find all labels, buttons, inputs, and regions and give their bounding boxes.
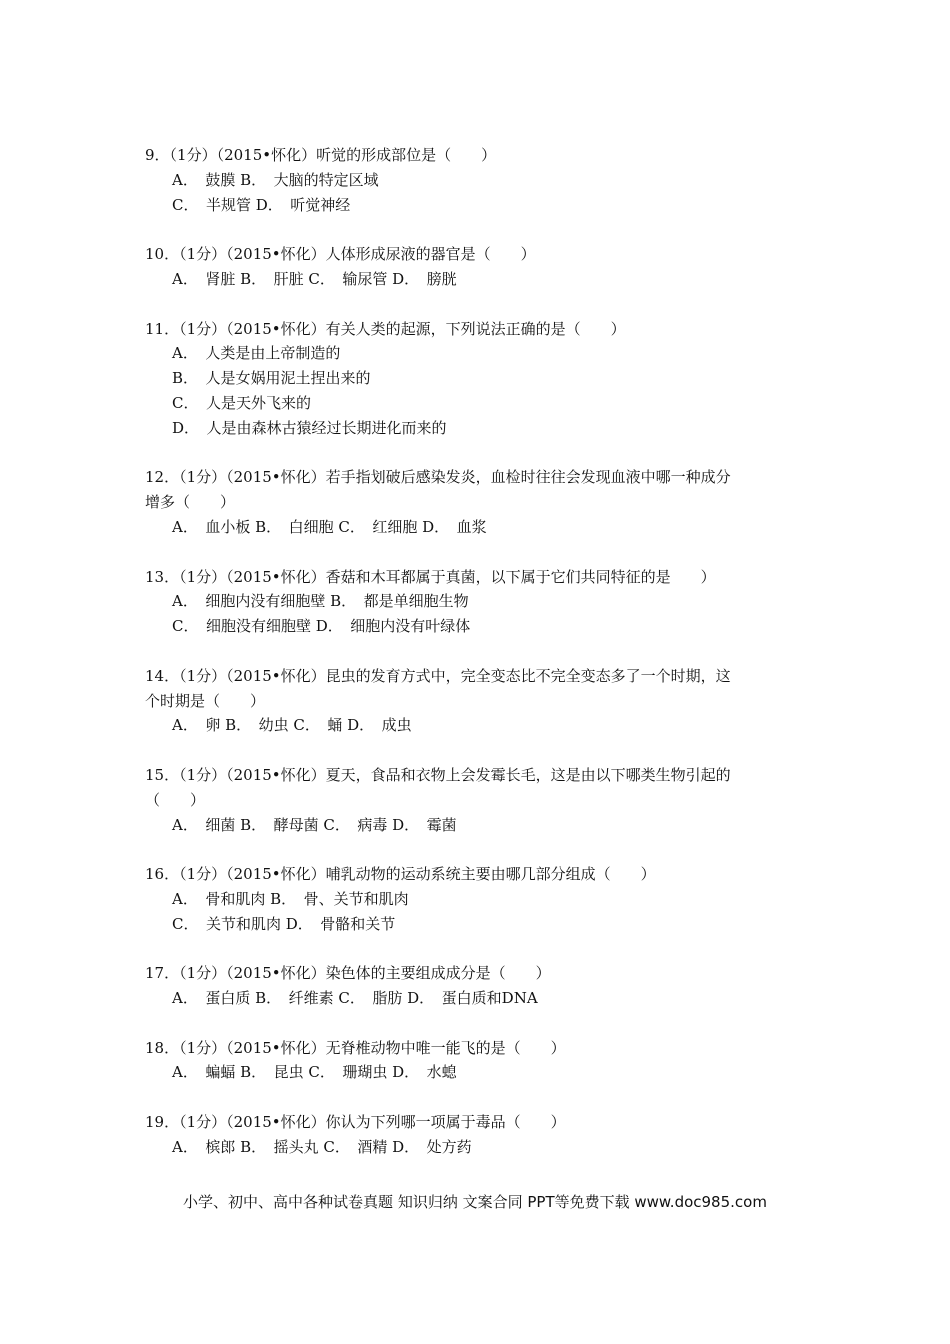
question-block — [145, 565, 815, 639]
answer-options: A． 鼓膜 B． 大脑的特定区域 — [172, 170, 379, 189]
answer-options: A． 骨和肌肉 B． 骨、关节和肌肉 — [172, 889, 409, 908]
question-block — [145, 1036, 815, 1086]
answer-options: C． 关节和肌肉 D． 骨骼和关节 — [172, 914, 396, 933]
question-stem: 19．（1分）（2015•怀化）你认为下列哪一项属于毒品（ ） — [145, 1113, 566, 1132]
answer-options: A． 槟郎 B． 摇头丸 C． 酒精 D． 处方药 — [172, 1137, 472, 1156]
question-stem: 15．（1分）（2015•怀化）夏天，食品和衣物上会发霉长毛，这是由以下哪类生物引起的 — [145, 765, 731, 784]
question-stem: 12．（1分）（2015•怀化）若手指划破后感染发炎，血检时往往会发现血液中哪一种成分 — [145, 468, 731, 487]
question-stem: （ ） — [145, 790, 206, 809]
question-block — [145, 961, 815, 1011]
question-block — [145, 465, 815, 539]
answer-options: C． 人是天外飞来的 — [172, 393, 311, 412]
answer-options: A． 细胞内没有细胞壁 B． 都是单细胞生物 — [172, 592, 469, 611]
answer-options: A． 蛋白质 B． 纤维素 C． 脂肪 D． 蛋白质和DNA — [172, 989, 538, 1008]
answer-options: A． 细菌 B． 酵母菌 C． 病毒 D． 霉菌 — [172, 815, 457, 834]
question-block — [145, 763, 815, 837]
question-stem: 增多（ ） — [145, 493, 236, 512]
answer-options: A． 血小板 B． 白细胞 C． 红细胞 D． 血浆 — [172, 517, 487, 536]
answer-options: C． 半规管 D． 听觉神经 — [172, 195, 351, 214]
question-stem: 11．（1分）（2015•怀化）有关人类的起源，下列说法正确的是（ ） — [145, 319, 626, 338]
question-block — [145, 317, 815, 441]
question-block — [145, 664, 815, 738]
question-stem: 17．（1分）（2015•怀化）染色体的主要组成成分是（ ） — [145, 964, 551, 983]
question-stem: 个时期是（ ） — [145, 691, 266, 710]
answer-options: C． 细胞没有细胞壁 D． 细胞内没有叶绿体 — [172, 617, 471, 636]
page-footer: 小学、初中、高中各种试卷真题 知识归纳 文案合同 PPT等免费下载 www.doc985.com — [183, 1193, 767, 1211]
question-stem: 9．（1分）（2015•怀化）听觉的形成部位是（ ） — [145, 146, 497, 164]
answer-options: A． 卵 B． 幼虫 C． 蛹 D． 成虫 — [172, 716, 412, 735]
question-stem: 14．（1分）（2015•怀化）昆虫的发育方式中，完全变态比不完全变态多了一个时期，这 — [145, 666, 731, 685]
answer-options: A． 肾脏 B． 肝脏 C． 输尿管 D． 膀胱 — [172, 269, 457, 288]
answer-options: B． 人是女娲用泥土捏出来的 — [172, 369, 371, 388]
question-stem: 13．（1分）（2015•怀化）香菇和木耳都属于真菌，以下属于它们共同特征的是 ） — [145, 567, 716, 586]
question-block — [145, 1110, 815, 1160]
answer-options: D． 人是由森林古猿经过长期进化而来的 — [172, 418, 447, 437]
question-block — [145, 143, 815, 217]
question-block — [145, 862, 815, 936]
answer-options: A． 人类是由上帝制造的 — [172, 344, 341, 363]
question-list — [145, 143, 815, 1184]
question-stem: 16．（1分）（2015•怀化）哺乳动物的运动系统主要由哪几部分组成（ ） — [145, 865, 656, 884]
question-stem: 18．（1分）（2015•怀化）无脊椎动物中唯一能飞的是（ ） — [145, 1038, 566, 1057]
question-block — [145, 242, 815, 292]
question-stem: 10．（1分）（2015•怀化）人体形成尿液的器官是（ ） — [145, 245, 536, 264]
answer-options: A． 蝙蝠 B． 昆虫 C． 珊瑚虫 D． 水螅 — [172, 1063, 457, 1082]
